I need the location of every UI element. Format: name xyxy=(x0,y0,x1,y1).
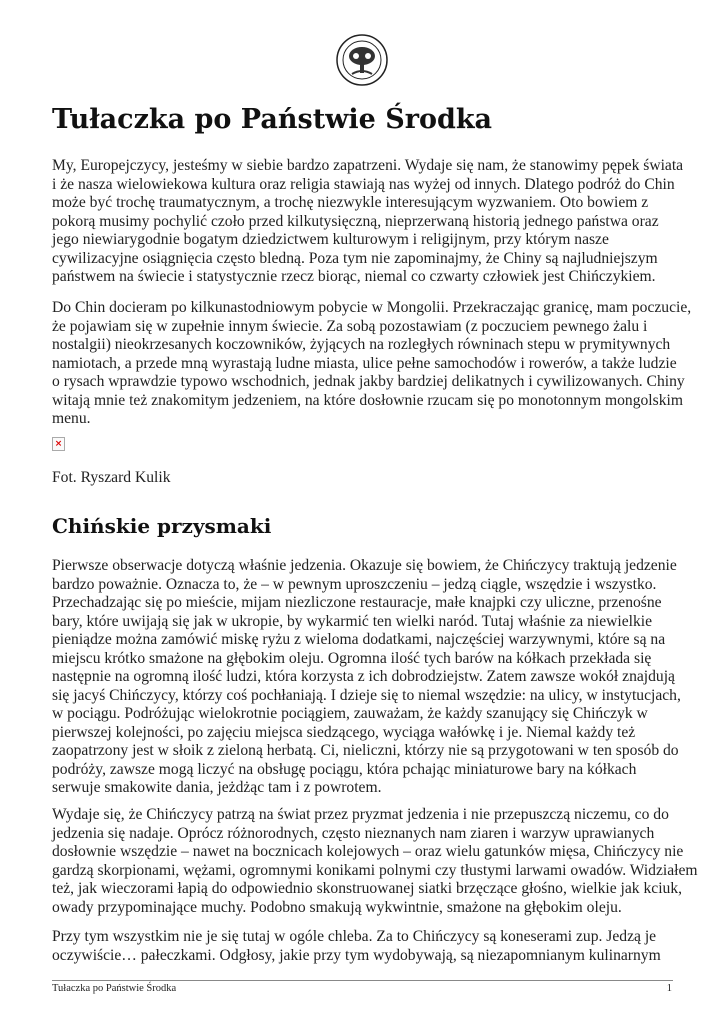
text-line: jego niewiarygodnie bogatym dziedzictwem kulturowym i religijnym, przy którym nasze xyxy=(52,231,609,248)
text-line: owady przypominające muchy. Podobno smakują wykwintnie, smażone na głębokim oleju. xyxy=(52,898,622,916)
text-line: Do Chin docieram po kilkunastodniowym pobycie w Mongolii. Przekraczając granicę, mam poczucie, xyxy=(52,299,692,316)
text-line: cywilizacyjne osiągnięcia często bledną. Poza tym nie zapominajmy, że Chiny są najludniejszym xyxy=(52,249,658,267)
text-line: witają mnie też znakomitym jedzeniem, na które dosłownie rzucam się po monotonnym mongolskim xyxy=(52,391,683,409)
text-line: miejscu krótko smażone na głębokim oleju. Ogromna ilość tych barów na kółkach przekłada się xyxy=(52,649,652,667)
page-number: 1 xyxy=(666,983,672,994)
tree-seal-logo xyxy=(335,33,389,87)
text-line: dosłownie wszędzie – nawet na bocznicach kolejowych – oraz wielu gatunków mięsa, Chińczycy nie xyxy=(52,843,684,860)
text-line: namiotach, a przede mną wyrastają ludne miasta, ulice pełne samochodów i rowerów, a także ludzie xyxy=(52,354,677,372)
text-line: o rysach wprawdzie typowo wschodnich, jednak jakby bardziej delikatnych i cywilizowanych. Chiny xyxy=(52,373,685,390)
text-line: Wydaje się, że Chińczycy patrzą na świat przez pryzmat jedzenia i nie przepuszczą niczemu, co do xyxy=(52,806,669,823)
text-line: Pierwsze obserwacje dotyczą właśnie jedzenia. Okazuje się bowiem, że Chińczycy traktują jedzenie xyxy=(52,557,677,574)
text-line: następnie na ogromną ilość ludzi, która korzysta z ich dobrodziejstw. Zatem zawsze wokół znajdują xyxy=(52,668,675,685)
section-paragraph-1 xyxy=(52,557,681,798)
text-line: państwem na świecie i statystycznie rzecz biorąc, niemal co czwarty człowiek jest Chińczykiem. xyxy=(52,268,656,285)
text-line: pieniądze można zamówić miskę ryżu z wieloma dodatkami, najczęściej warzywnymi, które są na xyxy=(52,631,666,648)
text-line: nostalgii) nieokrzesanych koczowników, żyjących na rozległych równinach stepu w prymitywnych xyxy=(52,336,671,353)
text-line: gardzą skorpionami, wężami, ogromnymi konikami polnymi czy tłustymi larwami owadów. Widziałem xyxy=(52,861,698,879)
text-line: menu. xyxy=(52,410,91,427)
section-paragraph-3 xyxy=(52,928,677,965)
intro-paragraph-2 xyxy=(52,299,692,429)
text-line: że pojawiam się w zupełnie innym świecie. Za sobą pozostawiam (z poczuciem pewnego żalu i xyxy=(52,317,648,335)
intro-paragraph-1 xyxy=(52,157,684,287)
text-line: może być trochę traumatycznym, a trochę niezwykle interesującym wyzwaniem. Oto bowiem z xyxy=(52,194,649,211)
text-line: pokorą musimy pochylić czoło przed kilkutysięczną, nieprzerwaną historią jednego państwa oraz xyxy=(52,212,659,230)
text-line: serwuje smakowite dania, jeżdżąc tam i z powrotem. xyxy=(52,779,382,796)
section-heading: Chińskie przysmaki xyxy=(52,514,272,538)
footer-divider xyxy=(52,980,673,981)
text-line: bary, które uwijają się jak w ukropie, by wykarmić ten wielki naród. Tutaj właśnie za niewielkie xyxy=(52,612,653,630)
section-paragraph-2 xyxy=(52,806,698,917)
text-line: oczywiście… pałeczkami. Odgłosy, jakie przy tym wydobywają, są niezapomnianym kulinarnym xyxy=(52,946,661,964)
text-line: Przy tym wszystkim nie je się tutaj w ogóle chleba. Za to Chińczycy są koneserami zup. Jedzą je xyxy=(52,928,657,945)
text-line: podróży, zawsze mogą liczyć na obsługę pociągu, która pchając miniaturowe bary na kółkach xyxy=(52,760,637,778)
text-line: Przechadzając się po mieście, mijam niezliczone restauracje, małe knajpki czy uliczne, przenośne xyxy=(52,594,662,611)
text-line: i że nasza wielowiekowa kultura oraz religia stawiają nas wyżej od innych. Dlatego podróż do Chin xyxy=(52,175,675,193)
text-line: też, jak wieczorami łapią do odpowiednio skonstruowanej siatki brzęczące głośno, wielkie jak kciuk, xyxy=(52,880,683,897)
document-title: Tułaczka po Państwie Środka xyxy=(52,104,493,135)
text-line: bardzo poważnie. Oznacza to, że – w pewnym uproszczeniu – jedzą ciągle, wszędzie i wszystko. xyxy=(52,575,657,593)
text-line: jedzenia się nadaje. Oprócz różnorodnych, często nieznanych nam ziaren i warzyw uprawianych xyxy=(52,824,655,842)
text-line: pierwszej kolejności, po zajęciu miejsca siedzącego, wyciąga wałówkę i je. Niemal każdy też xyxy=(52,723,636,741)
photo-caption: Fot. Ryszard Kulik xyxy=(52,469,171,486)
text-line: w pociągu. Podróżując wielokrotnie pociągiem, zauważam, że każdy szanujący się Chińczyk w xyxy=(52,705,648,722)
broken-image-icon: × xyxy=(52,437,65,451)
footer-title: Tułaczka po Państwie Środka xyxy=(52,983,177,994)
text-line: zaopatrzony jest w słoik z zieloną herbatą. Ci, nieliczni, którzy nie są przygotowani w ten sposób do xyxy=(52,742,679,759)
text-line: My, Europejczycy, jesteśmy w siebie bardzo zapatrzeni. Wydaje się nam, że stanowimy pępek świata xyxy=(52,157,684,174)
text-line: się jacyś Chińczycy, którzy coś pochłaniają. I dzieje się to niemal wszędzie: na ulicy, w instytucjach, xyxy=(52,686,681,704)
